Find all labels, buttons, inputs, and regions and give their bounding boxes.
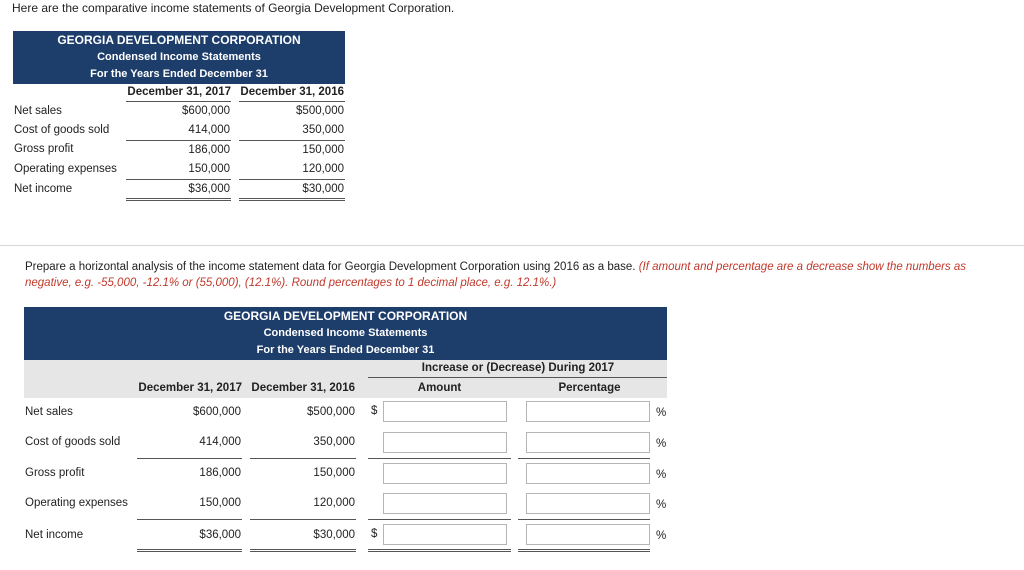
percent-sign: % bbox=[656, 438, 667, 450]
amount-input-cost-of-goods-sold[interactable] bbox=[383, 432, 507, 453]
analysis-row-2017: 186,000 bbox=[199, 467, 241, 479]
statement-header bbox=[13, 31, 345, 84]
amount-input-operating-expenses[interactable] bbox=[383, 493, 507, 514]
analysis-row-2016: 150,000 bbox=[313, 467, 355, 479]
percent-sign: % bbox=[656, 499, 667, 511]
statement-row-label: Net income bbox=[14, 183, 73, 195]
percentage-input-cost-of-goods-sold[interactable] bbox=[526, 432, 650, 453]
analysis-row-2017: $36,000 bbox=[199, 529, 241, 541]
statement-company: GEORGIA DEVELOPMENT CORPORATION bbox=[57, 33, 301, 47]
statement-row-2017: $36,000 bbox=[188, 183, 230, 195]
analysis-row-2016: 120,000 bbox=[313, 497, 355, 509]
col-percentage: Percentage bbox=[558, 382, 621, 394]
amount-input-gross-profit[interactable] bbox=[383, 463, 507, 484]
instructions bbox=[25, 259, 1010, 291]
analysis-row-label: Cost of goods sold bbox=[25, 436, 121, 448]
statement-row-2016: 120,000 bbox=[302, 163, 344, 175]
increase-header: Increase or (Decrease) During 2017 bbox=[421, 362, 615, 374]
col-amount: Amount bbox=[417, 382, 462, 394]
statement-row-2017: 186,000 bbox=[188, 144, 230, 156]
percent-sign: % bbox=[656, 469, 667, 481]
analysis-row-label: Operating expenses bbox=[25, 497, 128, 509]
statement-row-2016: 150,000 bbox=[302, 144, 344, 156]
analysis-row-2017: 150,000 bbox=[199, 497, 241, 509]
analysis-row-2016: $500,000 bbox=[307, 406, 355, 418]
analysis-company: GEORGIA DEVELOPMENT CORPORATION bbox=[223, 309, 468, 323]
analysis-row-2017: $600,000 bbox=[193, 406, 241, 418]
analysis-col-2017: December 31, 2017 bbox=[138, 382, 242, 394]
statement-row-label: Cost of goods sold bbox=[14, 124, 110, 136]
statement-row-2017: $600,000 bbox=[182, 105, 230, 117]
divider bbox=[0, 245, 1024, 246]
analysis-row-2016: 350,000 bbox=[313, 436, 355, 448]
percentage-input-net-sales[interactable] bbox=[526, 401, 650, 422]
statement-row-label: Net sales bbox=[14, 105, 62, 117]
analysis-period: For the Years Ended December 31 bbox=[256, 344, 435, 356]
analysis-row-label: Net income bbox=[25, 529, 84, 541]
statement-col-2017: December 31, 2017 bbox=[127, 86, 231, 98]
statement-row-label: Operating expenses bbox=[14, 163, 117, 175]
dollar-sign: $ bbox=[371, 405, 378, 417]
statement-row-2017: 150,000 bbox=[188, 163, 230, 175]
statement-row-2016: $30,000 bbox=[302, 183, 344, 195]
amount-input-net-income[interactable] bbox=[383, 524, 507, 545]
statement-row-label: Gross profit bbox=[14, 143, 74, 155]
statement-row-2016: 350,000 bbox=[302, 124, 344, 136]
analysis-row-label: Net sales bbox=[25, 406, 73, 418]
analysis-row-2016: $30,000 bbox=[313, 529, 355, 541]
instructions-main: Prepare a horizontal analysis of the income statement data for Georgia Development Corporation using 2016 as a base. bbox=[25, 261, 636, 273]
analysis-row-2017: 414,000 bbox=[199, 436, 241, 448]
instructions-note: (If amount and percentage are a decrease show the numbers as negative, e.g. -55,000, -12.1% or (55,000), (12.1%). Round percentages to 1 decimal place, e.g. 12.1%.) bbox=[25, 261, 967, 289]
statement-period: For the Years Ended December 31 bbox=[90, 68, 268, 80]
statement-col-2016: December 31, 2016 bbox=[240, 86, 344, 98]
statement-title: Condensed Income Statements bbox=[97, 51, 261, 63]
percent-sign: % bbox=[656, 530, 667, 542]
percent-sign: % bbox=[656, 407, 667, 419]
statement-row-2016: $500,000 bbox=[296, 105, 344, 117]
percentage-input-gross-profit[interactable] bbox=[526, 463, 650, 484]
analysis-title: Condensed Income Statements bbox=[263, 327, 428, 339]
intro-text: Here are the comparative income statements of Georgia Development Corporation. bbox=[12, 1, 455, 15]
percentage-input-net-income[interactable] bbox=[526, 524, 650, 545]
analysis-row-label: Gross profit bbox=[25, 467, 85, 479]
analysis-col-2016: December 31, 2016 bbox=[251, 382, 355, 394]
amount-input-net-sales[interactable] bbox=[383, 401, 507, 422]
statement-row-2017: 414,000 bbox=[188, 124, 230, 136]
percentage-input-operating-expenses[interactable] bbox=[526, 493, 650, 514]
dollar-sign: $ bbox=[371, 528, 378, 540]
analysis-header bbox=[24, 307, 667, 360]
